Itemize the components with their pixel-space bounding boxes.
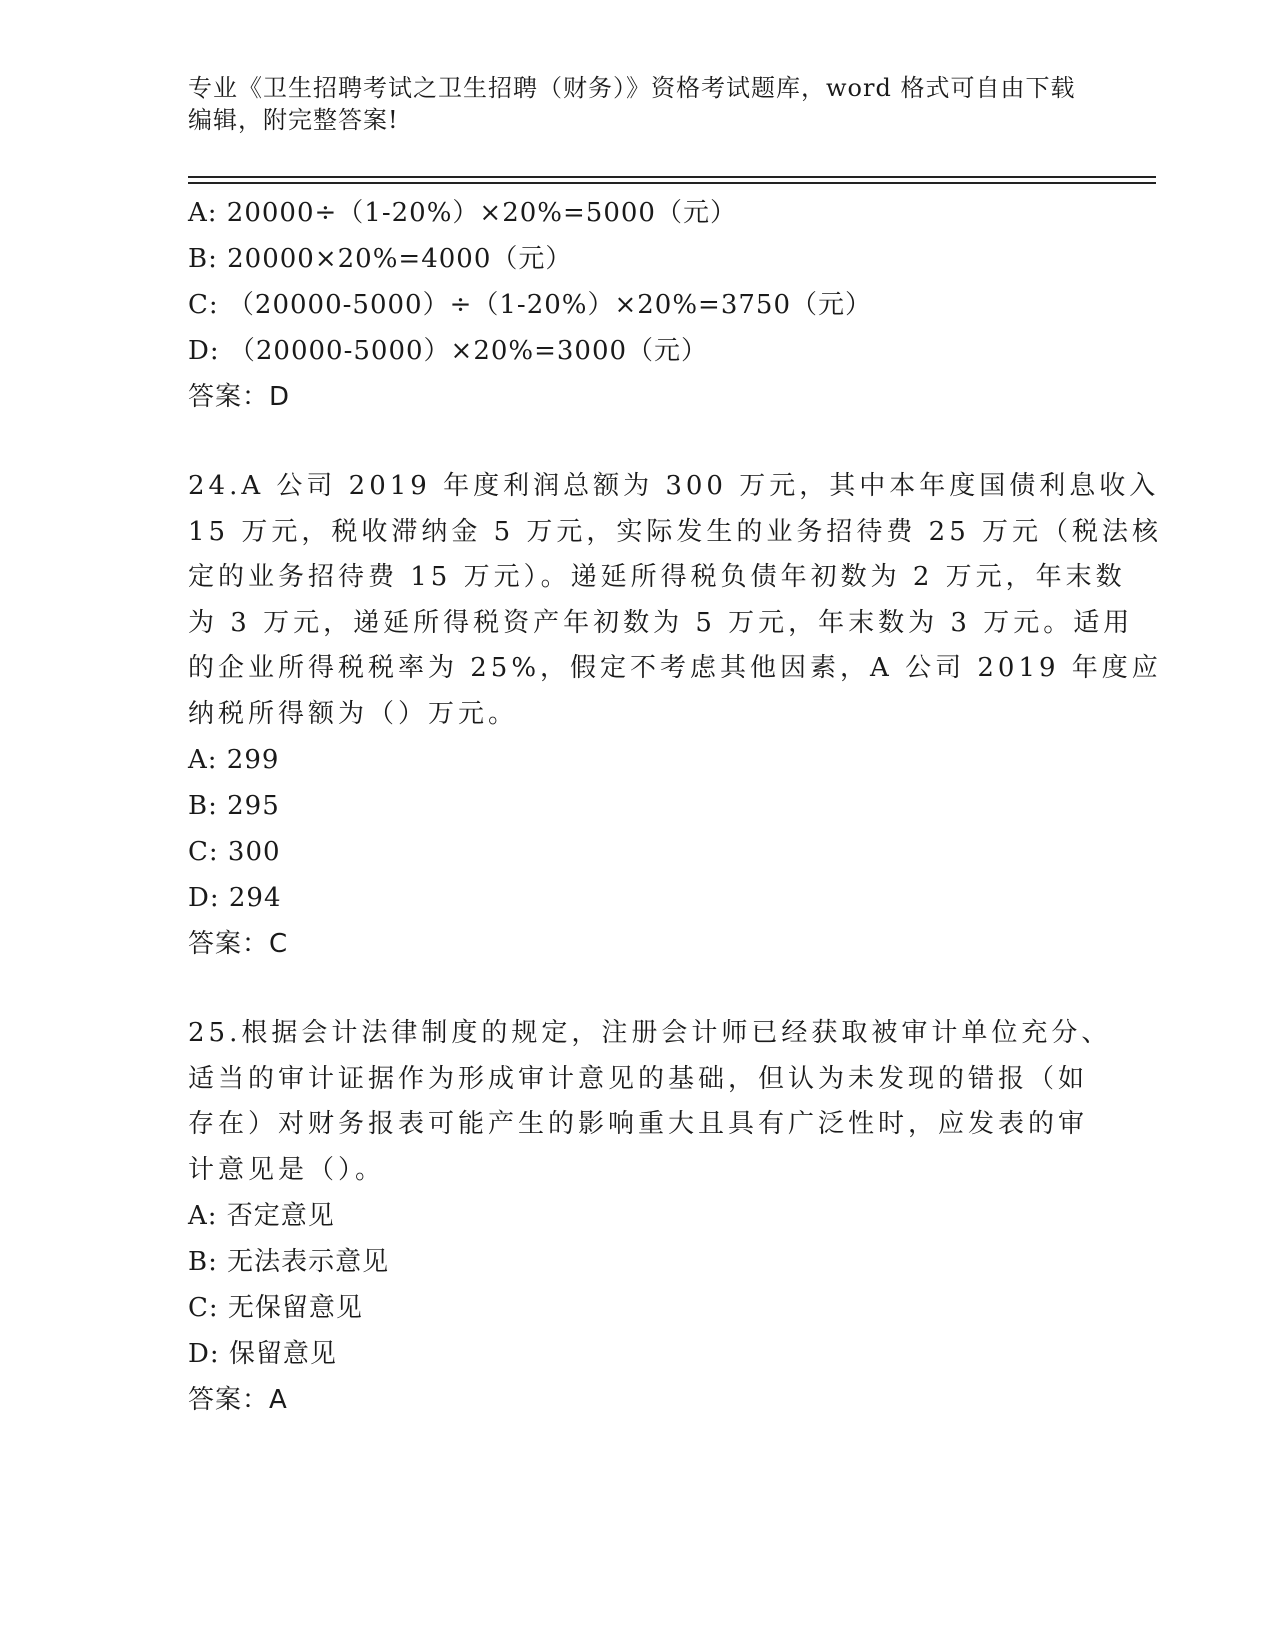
- option-d: D: （20000-5000）×20%=3000（元）: [188, 336, 709, 366]
- option-a: A: 299: [188, 745, 280, 775]
- header-line: 编辑，附完整答案!: [188, 106, 399, 134]
- option-c: C: 无保留意见: [188, 1293, 363, 1323]
- header-divider-bottom: [188, 182, 1156, 184]
- question-24: [188, 464, 1163, 967]
- question-spacer: [188, 420, 1088, 464]
- question-stem-line: 计意见是（）。: [188, 1154, 386, 1185]
- option-a: A: 20000÷（1-20%）×20%=5000（元）: [188, 198, 737, 228]
- question-stem-line: 24.A 公司 2019 年度利润总额为 300 万元，其中本年度国债利息收入: [188, 471, 1160, 501]
- header-divider-top: [188, 176, 1156, 178]
- option-d: D: 294: [188, 883, 282, 913]
- question-list: [188, 190, 1163, 1423]
- option-b: B: 无法表示意见: [188, 1247, 390, 1277]
- document-header: [188, 72, 1088, 136]
- option-b: B: 20000×20%=4000（元）: [188, 244, 573, 274]
- question-stem-line: 存在）对财务报表可能产生的影响重大且具有广泛性时，应发表的审: [188, 1109, 1089, 1139]
- option-a: A: 否定意见: [188, 1201, 335, 1231]
- answer-label: 答案：C: [188, 929, 289, 959]
- question-stem-line: 纳税所得额为（）万元。: [188, 698, 519, 729]
- option-d: D: 保留意见: [188, 1339, 337, 1369]
- question-25: [188, 1011, 1112, 1423]
- question-spacer: [188, 967, 1088, 1011]
- answer-label: 答案：A: [188, 1385, 288, 1415]
- option-b: B: 295: [188, 791, 280, 821]
- question-stem-line: 适当的审计证据作为形成审计意见的基础，但认为未发现的错报（如: [188, 1063, 1089, 1094]
- question-stem-line: 定的业务招待费 15 万元）。递延所得税负债年初数为 2 万元，年末数: [188, 562, 1126, 592]
- option-c: C: （20000-5000）÷（1-20%）×20%=3750（元）: [188, 290, 873, 320]
- question-stem-line: 的企业所得税税率为 25%，假定不考虑其他因素，A 公司 2019 年度应: [188, 653, 1162, 683]
- question-stem-line: 15 万元，税收滞纳金 5 万元，实际发生的业务招待费 25 万元（税法核: [188, 516, 1163, 547]
- question-stem-line: 25.根据会计法律制度的规定，注册会计师已经获取被审计单位充分、: [188, 1018, 1112, 1048]
- answer-label: 答案：D: [188, 382, 291, 412]
- question-23: [188, 190, 1088, 420]
- question-stem-line: 为 3 万元，递延所得税资产年初数为 5 万元，年末数为 3 万元。适用: [188, 607, 1134, 638]
- option-c: C: 300: [188, 837, 281, 867]
- header-line: 专业《卫生招聘考试之卫生招聘（财务）》资格考试题库，word 格式可自由下载: [188, 74, 1076, 102]
